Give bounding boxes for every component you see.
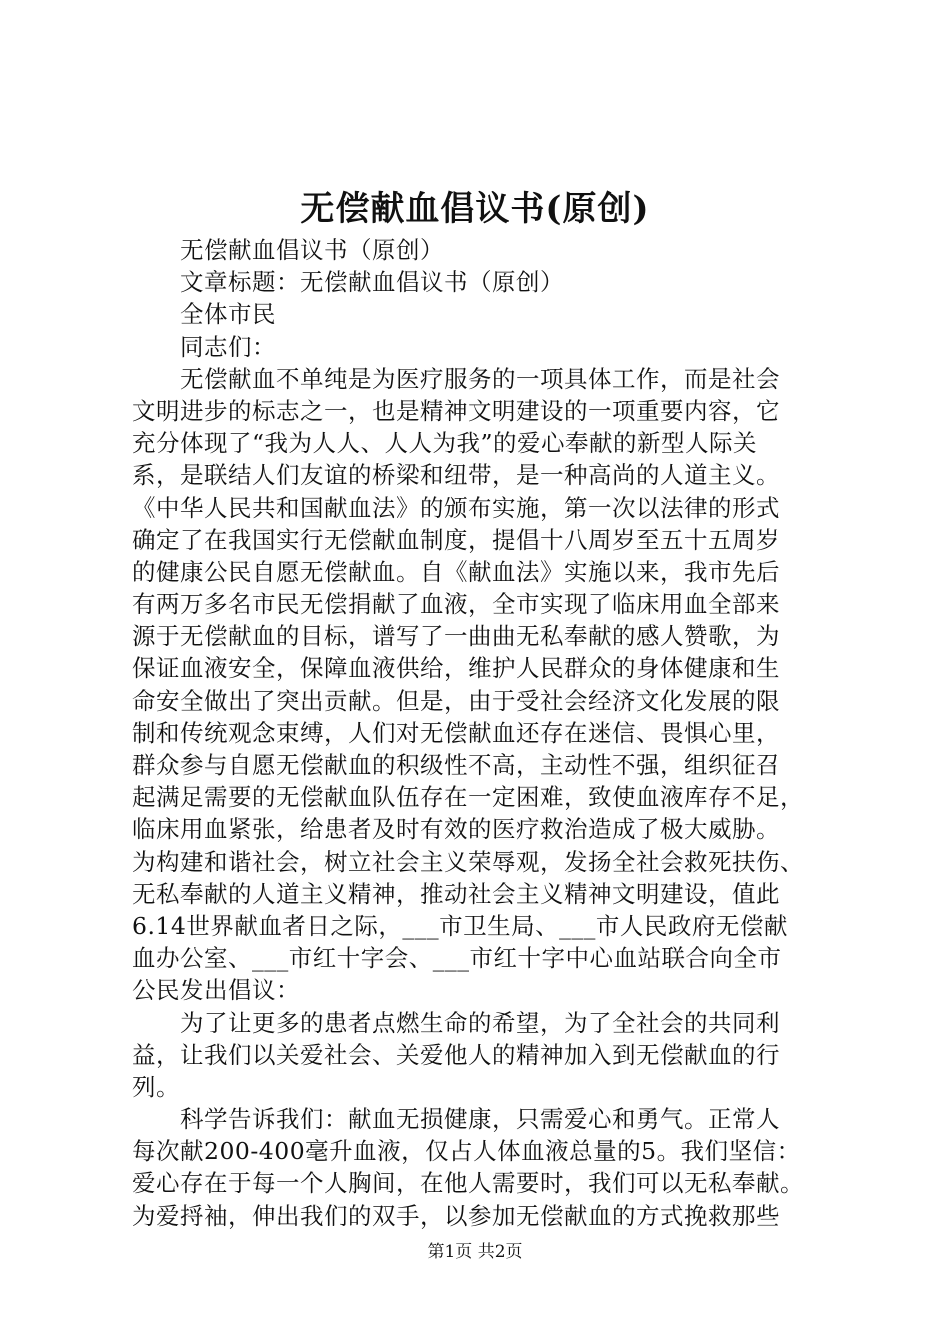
text-line: 公民发出倡议： bbox=[132, 976, 300, 1005]
text-line: 起满足需要的无偿献血队伍存在一定困难，致使血液库存不足， bbox=[132, 783, 804, 812]
text-line: 源于无偿献血的目标，谱写了一曲曲无私奉献的感人赞歌，为 bbox=[132, 622, 780, 651]
text-line: 为爱捋袖，伸出我们的双手，以参加无偿献血的方式挽救那些 bbox=[132, 1201, 780, 1230]
text-line: 确定了在我国实行无偿献血制度，提倡十八周岁至五十五周岁 bbox=[132, 525, 780, 554]
document-title: 无偿献血倡议书(原创) bbox=[300, 189, 650, 229]
text-line: 有两万多名市民无偿捐献了血液，全市实现了临床用血全部来 bbox=[132, 590, 780, 619]
text-line: 制和传统观念束缚，人们对无偿献血还存在迷信、畏惧心里， bbox=[132, 718, 780, 747]
text-line: 命安全做出了突出贡献。但是，由于受社会经济文化发展的限 bbox=[132, 686, 780, 715]
paragraph-start-line: 科学告诉我们：献血无损健康，只需爱心和勇气。正常人 bbox=[180, 1105, 780, 1134]
text-line: 《中华人民共和国献血法》的颁布实施，第一次以法律的形式 bbox=[132, 493, 780, 522]
text-line: 的健康公民自愿无偿献血。自《献血法》实施以来，我市先后 bbox=[132, 557, 780, 586]
text-line: 群众参与自愿无偿献血的积级性不高，主动性不强，组织征召 bbox=[132, 751, 780, 779]
text-line: 列。 bbox=[132, 1072, 180, 1101]
text-line: 爱心存在于每一个人胸间，在他人需要时，我们可以无私奉献。 bbox=[132, 1169, 804, 1198]
document-body bbox=[132, 234, 832, 1232]
text-line: 全体市民 bbox=[180, 300, 276, 329]
text-line: 每次献200-400毫升血液，仅占人体血液总量的5。我们坚信： bbox=[132, 1137, 801, 1166]
text-line: 临床用血紧张，给患者及时有效的医疗救治造成了极大威胁。 bbox=[132, 815, 780, 844]
text-line: 血办公室、___市红十字会、___市红十字中心血站联合向全市 bbox=[132, 944, 782, 973]
text-line: 系，是联结人们友谊的桥梁和纽带，是一种高尚的人道主义。 bbox=[132, 461, 780, 490]
text-line: 无偿献血倡议书（原创） bbox=[180, 236, 444, 264]
text-line: 文章标题：无偿献血倡议书（原创） bbox=[180, 268, 564, 297]
text-line: 保证血液安全，保障血液供给，维护人民群众的身体健康和生 bbox=[132, 654, 780, 683]
page-footer: 第1页 共2页 bbox=[427, 1242, 523, 1262]
paragraph-start-line: 无偿献血不单纯是为医疗服务的一项具体工作，而是社会 bbox=[180, 364, 780, 393]
text-line: 6.14世界献血者日之际，___市卫生局、___市人民政府无偿献 bbox=[132, 911, 788, 940]
text-line: 无私奉献的人道主义精神，推动社会主义精神文明建设，值此 bbox=[132, 879, 780, 908]
paragraph-start-line: 为了让更多的患者点燃生命的希望，为了全社会的共同利 bbox=[180, 1008, 780, 1037]
text-line: 为构建和谐社会，树立社会主义荣辱观，发扬全社会救死扶伤、 bbox=[132, 847, 804, 876]
text-line: 同志们： bbox=[180, 332, 276, 361]
text-line: 益，让我们以关爱社会、关爱他人的精神加入到无偿献血的行 bbox=[132, 1040, 780, 1069]
text-line: 文明进步的标志之一，也是精神文明建设的一项重要内容，它 bbox=[132, 396, 780, 425]
text-line: 充分体现了“我为人人、人人为我”的爱心奉献的新型人际关 bbox=[132, 429, 758, 458]
